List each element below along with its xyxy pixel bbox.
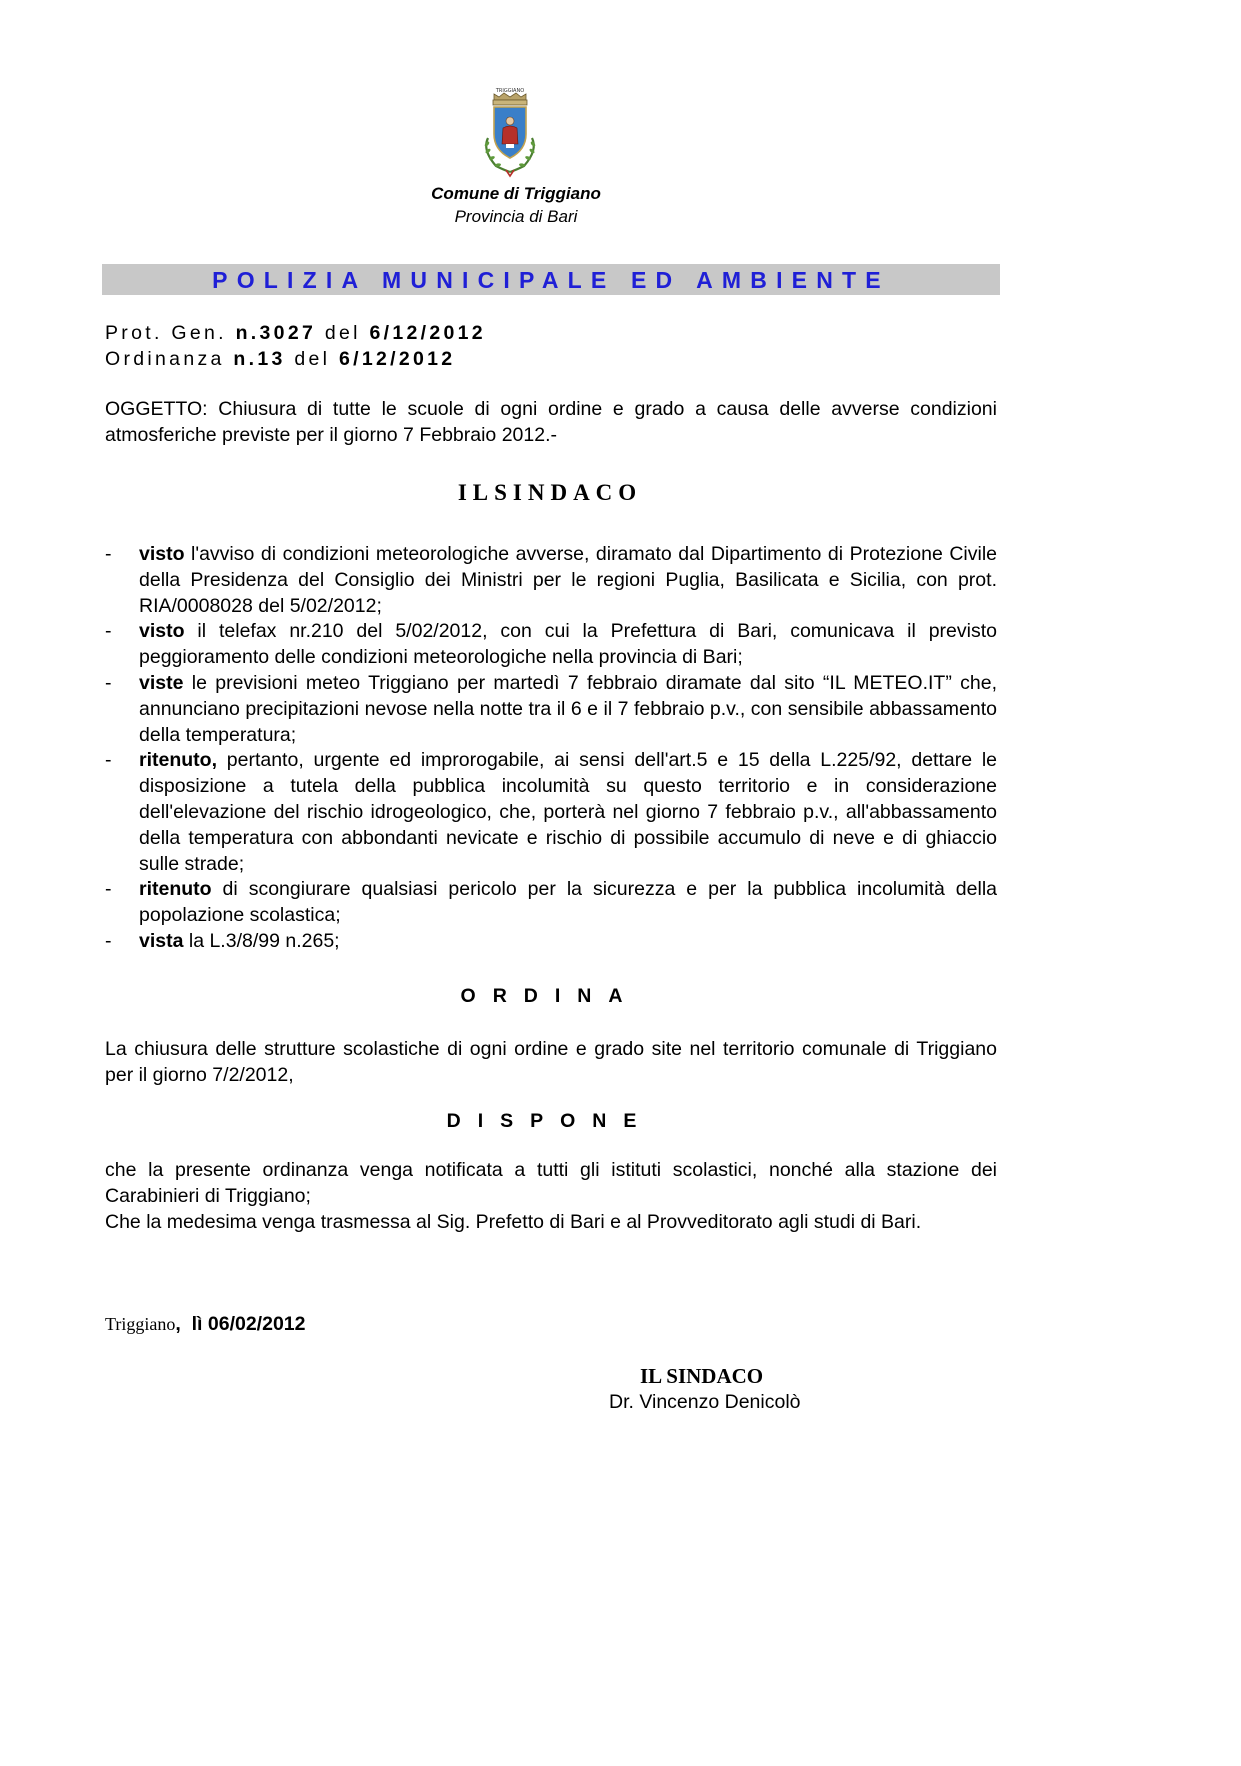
province-name: Provincia di Bari (454, 207, 578, 226)
dispone-paragraph-1: che la presente ordinanza venga notificata a tutti gli istituti scolastici, nonché alla stazione dei Carabinieri di Triggiano; (105, 1159, 997, 1207)
ordinance-number: n.13 (233, 348, 286, 370)
premise-keyword: vista (139, 929, 184, 952)
premise-text: pertanto, urgente ed improrogabile, ai sensi dell'art.5 e 15 della L.225/92, dettare le disposizione a tutela della pubblica incolumità su questo territorio e in considerazione dell'elevazione del rischio idrogeologico, che, porterà nel giorno 7 febbraio p.v., all'abbassamento della temperatura con abbondanti nevicate e rischio di possibile accumulo di neve e di ghiaccio sulle strade; (139, 749, 997, 875)
ordina-paragraph: La chiusura delle strutture scolastiche di ogni ordine e grado site nel territorio comunale di Triggiano per il giorno 7/2/2012, (105, 1038, 997, 1086)
list-dash: - (105, 749, 112, 772)
premise-keyword: ritenuto (139, 878, 212, 901)
signature-title: IL SINDACO (640, 1364, 764, 1388)
premise-keyword: visto (139, 620, 185, 643)
issue-date: lì 06/02/2012 (191, 1313, 306, 1335)
list-item (105, 542, 997, 619)
list-item (105, 929, 997, 955)
list-dash: - (105, 543, 112, 565)
protocol-general-prefix: Prot. Gen. (105, 322, 236, 344)
protocol-general-del: del (316, 322, 370, 344)
premise-keyword: visto (139, 543, 185, 565)
list-dash: - (105, 620, 112, 643)
list-item (105, 877, 997, 929)
dispone-heading: DISPONE (446, 1110, 654, 1132)
svg-text:TRIGGIANO: TRIGGIANO (495, 88, 525, 94)
place-date-separator: , (175, 1313, 192, 1335)
premise-text: l'avviso di condizioni meteorologiche avverse, diramato dal Dipartimento di Protezione Civile della Presidenza del Consiglio dei Ministri per le regioni Puglia, Basilicata e Sicilia, con prot. RIA/0008028 del 5/02/2012; (139, 543, 997, 617)
list-dash: - (105, 929, 112, 952)
ordinance-prefix: Ordinanza (105, 348, 234, 370)
premise-keyword: viste (139, 671, 184, 694)
subject-paragraph: OGGETTO: Chiusura di tutte le scuole di ogni ordine e grado a causa delle avverse condizioni atmosferiche previste per il giorno 7 Febbraio 2012.- (105, 398, 997, 446)
sindaco-heading: ILSINDACO (457, 480, 643, 505)
list-item (105, 671, 997, 748)
protocol-general-line (105, 322, 486, 345)
ordinance-number-line (105, 348, 455, 371)
premise-text: la L.3/8/99 n.265; (183, 929, 340, 952)
list-item (105, 619, 997, 671)
list-dash: - (105, 878, 112, 901)
premise-keyword: ritenuto, (139, 749, 217, 772)
ordina-heading: ORDINA (460, 985, 640, 1007)
ordinance-del: del (285, 348, 339, 370)
department-banner (102, 264, 1000, 295)
premises-list (105, 542, 997, 955)
list-dash: - (105, 671, 112, 694)
protocol-general-number: n.3027 (235, 322, 317, 344)
signatory-name: Dr. Vincenzo Denicolò (609, 1391, 801, 1413)
premise-text: di scongiurare qualsiasi pericolo per la sicurezza e per la pubblica incolumità della popolazione scolastica; (139, 878, 997, 927)
protocol-general-date: 6/12/2012 (369, 322, 486, 344)
premise-text: il telefax nr.210 del 5/02/2012, con cui la Prefettura di Bari, comunicava il previsto peggioramento delle condizioni meteorologiche nella provincia di Bari; (139, 620, 997, 669)
dispone-paragraph-2: Che la medesima venga trasmessa al Sig. Prefetto di Bari e al Provveditorato agli studi di Bari. (105, 1211, 922, 1233)
ordinance-date: 6/12/2012 (338, 348, 456, 370)
municipality-name: Comune di Triggiano (431, 184, 601, 203)
place-and-date (105, 1313, 305, 1336)
place: Triggiano (105, 1314, 176, 1334)
department-title: POLIZIA MUNICIPALE ED AMBIENTE (212, 267, 890, 293)
premise-text: le previsioni meteo Triggiano per martedì 7 febbraio diramate dal sito “IL METEO.IT” che, annunciano precipitazioni nevose nella notte tra il 6 e il 7 febbraio p.v., con sensibile abbassamento della temperatura; (139, 671, 997, 746)
list-item (105, 748, 997, 877)
coat-of-arms-icon (472, 86, 548, 178)
